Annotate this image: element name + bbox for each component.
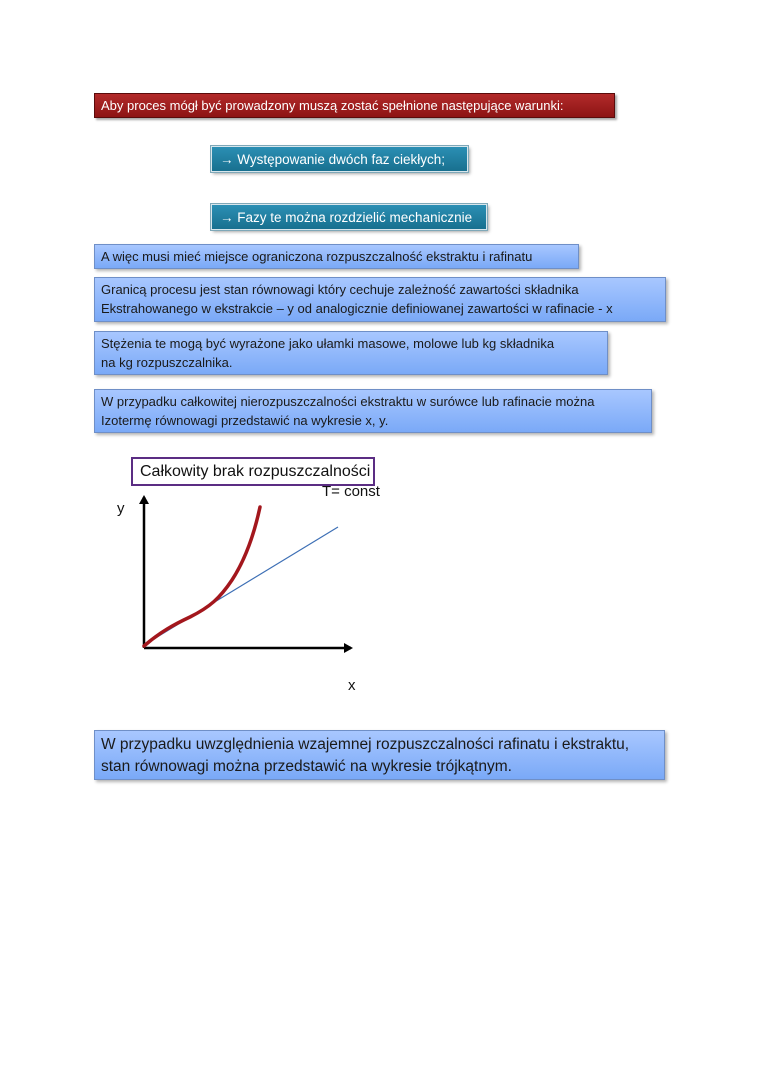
paragraph-line: na kg rozpuszczalnika.: [101, 355, 233, 370]
condition-text: → Występowanie dwóch faz ciekłych;: [220, 152, 445, 167]
chart-annotation: T= const: [322, 483, 380, 500]
paragraph-line: A więc musi mieć miejsce ograniczona rozpuszczalność ekstraktu i rafinatu: [101, 249, 533, 264]
paragraph-line: W przypadku całkowitej nierozpuszczalności ekstraktu w surówce lub rafinacie można: [101, 394, 595, 409]
paragraph-line: Granicą procesu jest stan równowagi który cechuje zależność zawartości składnika: [101, 282, 579, 297]
y-axis-label: y: [117, 500, 125, 517]
triangular-diagram-box: [94, 730, 665, 780]
paragraph-line: W przypadku uwzględnienia wzajemnej rozpuszczalności rafinatu i ekstraktu,: [101, 736, 630, 753]
paragraph-line: Izotermę równowagi przedstawić na wykresie x, y.: [101, 413, 389, 428]
paragraph-line: Ekstrahowanego w ekstrakcie – y od analogicznie definiowanej zawartości w rafinacie - x: [101, 301, 613, 316]
condition-text: → Fazy te można rozdzielić mechanicznie: [220, 210, 473, 225]
x-axis-label: x: [348, 677, 356, 694]
equilibrium-curve-series: [144, 507, 260, 646]
paragraph-line: Stężenia te mogą być wyrażone jako ułamki masowe, molowe lub kg składnika: [101, 336, 555, 351]
chart-title: Całkowity brak rozpuszczalności: [131, 457, 375, 486]
paragraph-line: stan równowagi można przedstawić na wykresie trójkątnym.: [101, 758, 512, 775]
conditions-header-text: Aby proces mógł być prowadzony muszą zostać spełnione następujące warunki:: [101, 98, 564, 113]
